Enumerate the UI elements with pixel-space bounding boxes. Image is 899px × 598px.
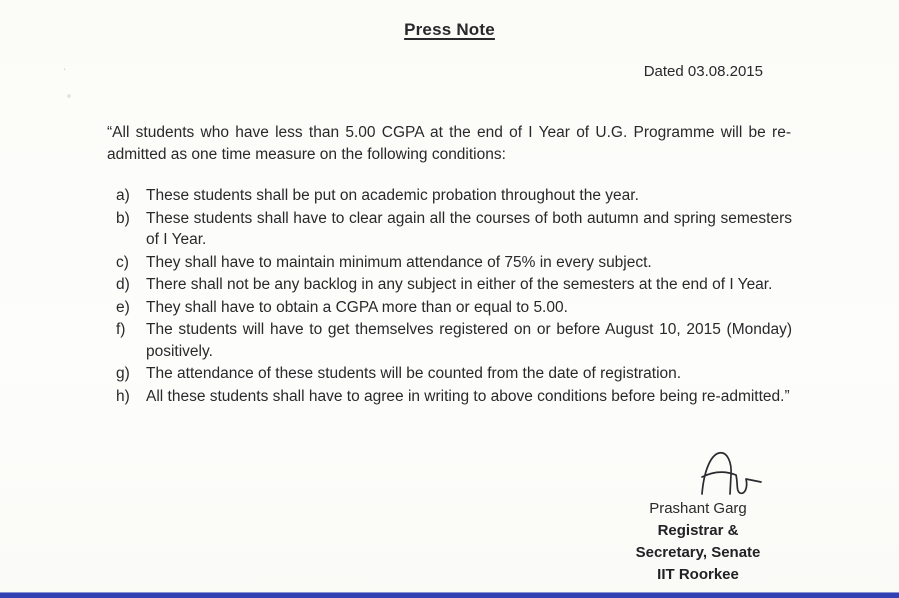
bottom-scan-edge bbox=[0, 593, 899, 598]
condition-label: f) bbox=[116, 321, 126, 338]
signature-mark bbox=[695, 448, 773, 496]
document-title bbox=[0, 20, 899, 40]
condition-text: They shall have to maintain minimum attendance of 75% in every subject. bbox=[146, 253, 652, 271]
condition-item bbox=[116, 185, 792, 207]
signature-block bbox=[603, 448, 793, 586]
condition-text: They shall have to obtain a CGPA more than or equal to 5.00. bbox=[146, 298, 568, 316]
condition-item bbox=[116, 297, 792, 319]
condition-text: These students shall be put on academic probation throughout the year. bbox=[146, 187, 639, 204]
condition-label: d) bbox=[116, 276, 130, 293]
condition-text: All these students shall have to agree in writing to above conditions before being re-admitted.” bbox=[146, 387, 790, 405]
condition-item bbox=[116, 208, 792, 251]
condition-item bbox=[116, 363, 792, 385]
signatory-role-line1: Registrar & bbox=[657, 522, 739, 539]
condition-text: The students will have to get themselves registered on or before August 10, 2015 (Monday) positively. bbox=[146, 321, 792, 360]
condition-text: There shall not be any backlog in any subject in either of the semesters at the end of I Year. bbox=[146, 276, 773, 293]
condition-item bbox=[116, 386, 792, 408]
scan-artifact: ° bbox=[67, 94, 71, 105]
condition-text: These students shall have to clear again all the courses of both autumn and spring semesters of I Year. bbox=[146, 209, 792, 248]
date-line: Dated 03.08.2015 bbox=[643, 63, 763, 80]
signatory-role-line2: Secretary, Senate bbox=[635, 544, 761, 561]
condition-item bbox=[116, 252, 792, 274]
signatory-organization: IIT Roorkee bbox=[657, 566, 739, 583]
intro-paragraph: “All students who have less than 5.00 CGPA at the end of I Year of U.G. Programme will be re-admitted as one time measure on the following conditions: bbox=[107, 124, 791, 163]
scan-artifact: · bbox=[61, 63, 69, 76]
condition-label: c) bbox=[116, 253, 129, 271]
condition-label: g) bbox=[116, 365, 130, 382]
conditions-list bbox=[116, 185, 792, 408]
condition-label: a) bbox=[116, 187, 130, 204]
document-title-text: Press Note bbox=[404, 20, 495, 39]
condition-label: h) bbox=[116, 387, 130, 405]
condition-text: The attendance of these students will be counted from the date of registration. bbox=[146, 365, 682, 382]
condition-label: e) bbox=[116, 298, 130, 316]
signatory-name: Prashant Garg bbox=[649, 500, 747, 517]
condition-label: b) bbox=[116, 209, 130, 227]
condition-item bbox=[116, 274, 792, 296]
condition-item bbox=[116, 319, 792, 362]
